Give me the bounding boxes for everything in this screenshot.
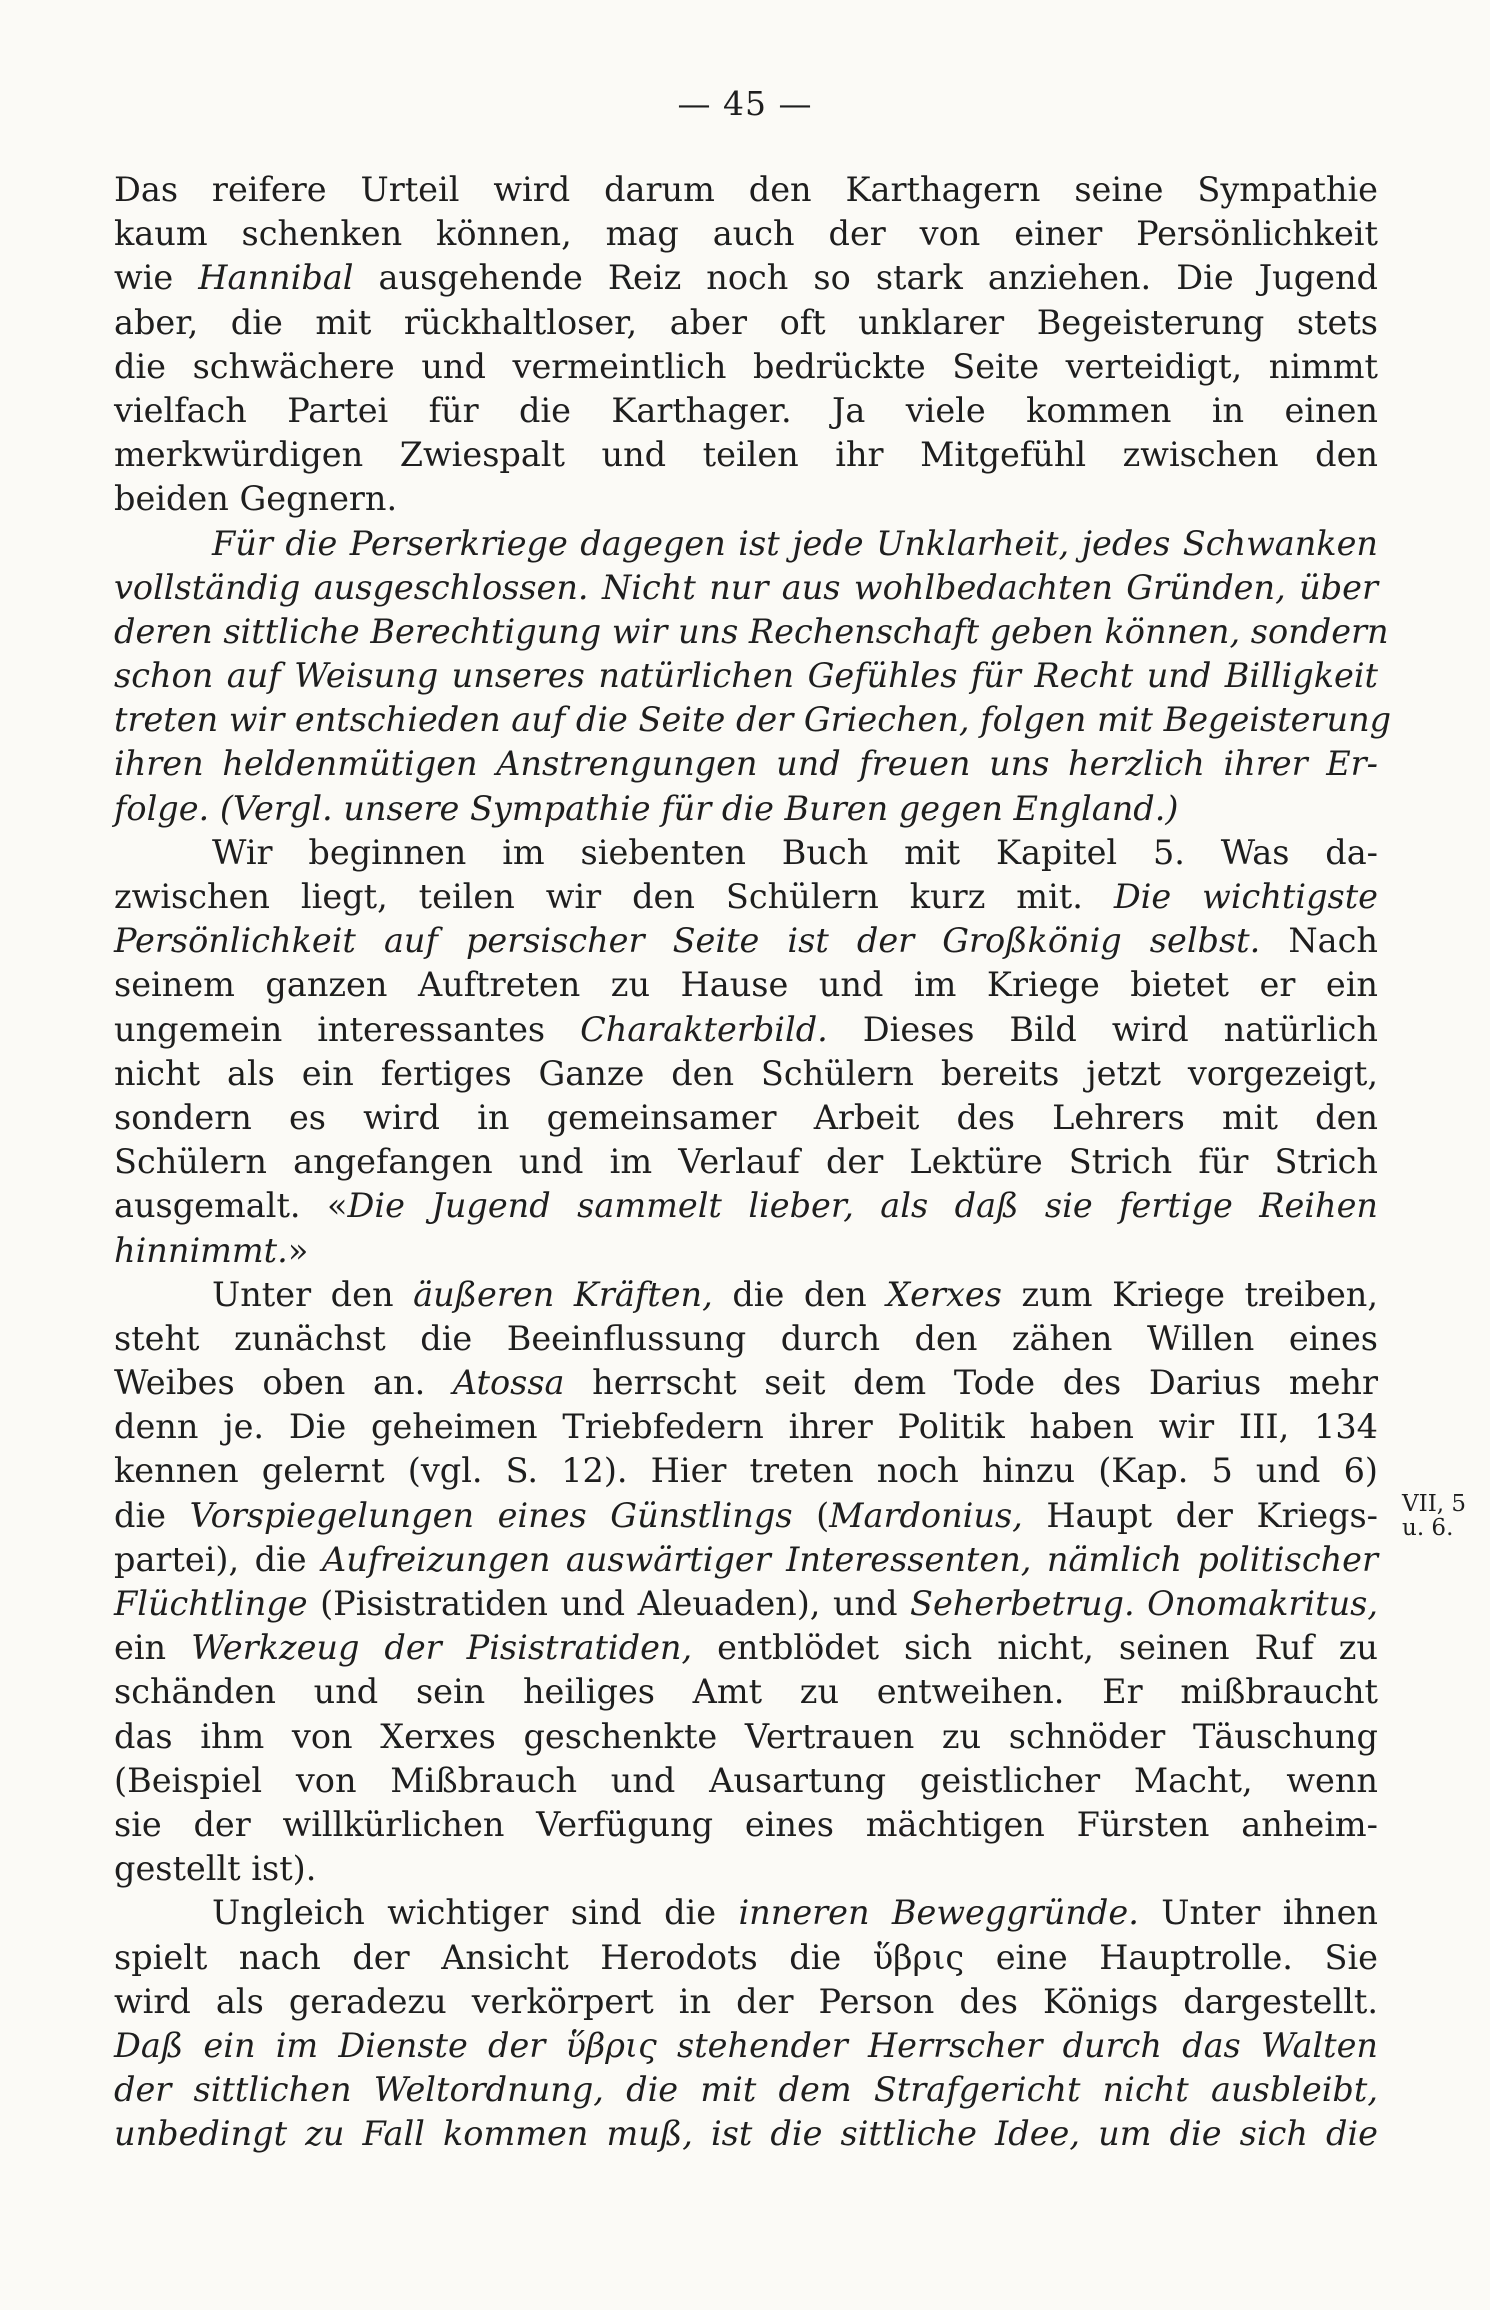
text-segment: schänden und sein heiliges Amt zu entweihen. Er mißbraucht (114, 1672, 1378, 1712)
margin-note-line: VII, 5 (1402, 1491, 1467, 1517)
text-segment: steht zunächst die Beeinflussung durch den zähen Willen eines (114, 1318, 1378, 1358)
italic-text: folge. (Vergl. unsere Sympathie für die Buren gegen England.) (114, 788, 1179, 828)
italic-text: vollständig ausgeschlossen. Nicht nur aus wohlbedachten Gründen, über (114, 567, 1378, 607)
text-line (114, 1980, 1378, 2024)
italic-text: Hannibal (198, 258, 354, 298)
text-line (114, 610, 1389, 654)
italic-text: Für die Perserkriege dagegen ist jede Unklarheit, jedes Schwanken (212, 523, 1378, 563)
text-line (114, 1803, 1378, 1847)
italic-text: hinnimmt. (114, 1230, 288, 1270)
text-line (114, 963, 1378, 1007)
text-line (114, 1670, 1378, 1714)
text-segment: denn je. Die geheimen Triebfedern ihrer Politik haben wir III, 134 (114, 1407, 1378, 1447)
text-segment: merkwürdigen Zwiespalt und teilen ihr Mitgefühl zwischen den (114, 435, 1378, 475)
text-line (114, 168, 1378, 212)
text-segment: Ungleich wichtiger sind die (212, 1893, 739, 1933)
text-line (114, 831, 1378, 875)
text-segment: ausgehende Reiz noch so stark anziehen. Die Jugend (353, 258, 1378, 298)
italic-text: Charakterbild. (580, 1009, 828, 1049)
text-line (114, 1494, 1378, 1538)
text-segment: Unter ihnen (1138, 1893, 1378, 1933)
body-text (114, 168, 1392, 2156)
text-line (114, 875, 1378, 919)
text-line (114, 698, 1392, 742)
text-segment: wird als geradezu verkörpert in der Person des Königs dargestellt. (114, 1981, 1378, 2021)
text-segment: nicht als ein fertiges Ganze den Schülern bereits jetzt vorgezeigt, (114, 1053, 1378, 1093)
text-line (114, 1582, 1378, 1626)
text-segment: spielt nach der Ansicht Herodots die ὕβρις eine Hauptrolle. Sie (114, 1937, 1378, 1977)
text-segment: Weibes oben an. (114, 1363, 453, 1403)
text-line (114, 787, 1378, 831)
text-segment: herrscht seit dem Tode des Darius mehr (564, 1363, 1378, 1403)
text-segment: entblödet sich nicht, seinen Ruf zu (692, 1628, 1379, 1668)
italic-text: Mardonius, (829, 1495, 1023, 1535)
italic-text: äußeren Kräften, (413, 1274, 713, 1314)
text-segment: (Pisistratiden und Aleuaden), und (307, 1584, 911, 1623)
text-line (114, 2068, 1378, 2112)
text-line (114, 566, 1378, 610)
text-segment: Unter den (212, 1274, 414, 1314)
text-segment: Wir beginnen im siebenten Buch mit Kapitel 5. Was da- (212, 832, 1378, 872)
text-segment: wie (114, 258, 199, 298)
italic-text: Persönlichkeit auf persischer Seite ist der Großkönig selbst. (114, 921, 1261, 961)
italic-text: treten wir entschieden auf die Seite der Griechen, folgen mit Begeisterung (114, 700, 1392, 740)
italic-text: inneren Beweggründe. (738, 1893, 1139, 1933)
italic-text: deren sittliche Berechtigung wir uns Rechenschaft geben können, sondern (114, 611, 1389, 651)
text-segment: Haupt der Kriegs- (1022, 1495, 1379, 1535)
text-segment: vielfach Partei für die Karthager. Ja viele kommen in einen (114, 390, 1378, 430)
text-line (114, 1317, 1378, 1361)
text-segment: partei), die (114, 1539, 323, 1579)
text-segment: seinem ganzen Auftreten zu Hause und im Kriege bietet er ein (114, 965, 1378, 1005)
text-line (114, 301, 1378, 345)
text-segment: ein (114, 1628, 192, 1668)
text-line (114, 1008, 1378, 1052)
italic-text: schon auf Weisung unseres natürlichen Gefühles für Recht und Billigkeit (114, 656, 1378, 696)
text-segment: Nach (1260, 921, 1378, 961)
italic-text: Daß ein im Dienste der ὕβρις stehender Herrscher durch das Walten (114, 2025, 1378, 2065)
text-segment: kaum schenken können, mag auch der von einer Persönlichkeit (114, 214, 1378, 254)
text-segment: sie der willkürlichen Verfügung eines mächtigen Fürsten anheim- (114, 1804, 1378, 1844)
margin-note (1402, 1492, 1482, 1540)
italic-text: Die wichtigste (1113, 877, 1378, 916)
text-segment: das ihm von Xerxes geschenkte Vertrauen zu schnöder Täuschung (114, 1716, 1378, 1756)
text-line (114, 433, 1378, 477)
text-segment: » (287, 1230, 309, 1270)
text-segment: ungemein interessantes (114, 1009, 581, 1049)
text-line (114, 1936, 1378, 1980)
italic-text: unbedingt zu Fall kommen muß, ist die sittliche Idee, um die sich die (114, 2114, 1378, 2154)
text-segment: Das reifere Urteil wird darum den Karthagern seine Sympathie (114, 170, 1378, 209)
italic-text: Die Jugend sammelt lieber, als daß sie fertige Reihen (347, 1186, 1378, 1226)
italic-text: Vorspiegelungen eines Günstlings (189, 1495, 793, 1535)
text-segment: Dieses Bild wird natürlich (827, 1009, 1378, 1049)
italic-text: Werkzeug der Pisistratiden, (191, 1628, 693, 1668)
text-segment: kennen gelernt (vgl. S. 12). Hier treten noch hinzu (Kap. 5 und 6) (114, 1451, 1378, 1491)
text-line (114, 256, 1378, 300)
text-line (114, 345, 1378, 389)
text-segment: die schwächere und vermeintlich bedrückte Seite verteidigt, nimmt (114, 346, 1378, 386)
text-line (114, 1405, 1378, 1449)
italic-text: Flüchtlinge (114, 1584, 308, 1623)
text-segment: aber, die mit rückhaltloser, aber oft unklarer Begeisterung stets (114, 302, 1378, 342)
text-segment: (Beispiel von Mißbrauch und Ausartung geistlicher Macht, wenn (114, 1760, 1378, 1800)
text-segment: beiden Gegnern. (114, 479, 398, 519)
italic-text: Atossa (452, 1363, 565, 1403)
text-line (114, 742, 1378, 786)
text-line (114, 1891, 1378, 1935)
text-line (114, 477, 1378, 521)
text-line (114, 654, 1378, 698)
page-number: — 45 — (677, 84, 813, 123)
text-line (114, 2024, 1378, 2068)
text-line (114, 1449, 1378, 1493)
text-line (114, 1847, 1378, 1891)
text-line (114, 212, 1378, 256)
italic-text: der sittlichen Weltordnung, die mit dem Strafgericht nicht ausbleibt, (114, 2070, 1378, 2110)
text-segment: die (114, 1495, 190, 1535)
italic-text: Aufreizungen auswärtiger Interessenten, nämlich politischer (322, 1539, 1378, 1579)
text-segment: Schülern angefangen und im Verlauf der Lektüre Strich für Strich (114, 1142, 1378, 1182)
text-line (114, 1361, 1378, 1405)
text-line (114, 1626, 1378, 1670)
italic-text: ihren heldenmütigen Anstrengungen und freuen uns herzlich ihrer Er- (114, 744, 1378, 784)
text-line (114, 1715, 1378, 1759)
text-line (114, 1538, 1378, 1582)
text-line (114, 1229, 1378, 1273)
text-line (114, 1140, 1378, 1184)
text-line (114, 1096, 1378, 1140)
text-line (114, 389, 1378, 433)
margin-note-line: u. 6. (1402, 1515, 1454, 1541)
text-segment: zum Kriege treiben, (1001, 1274, 1378, 1314)
text-segment: ( (792, 1495, 830, 1535)
italic-text: Seherbetrug. Onomakritus, (910, 1584, 1379, 1623)
text-line (114, 1184, 1378, 1228)
text-segment: die den (712, 1274, 887, 1314)
text-segment: ausgemalt. « (114, 1186, 348, 1226)
text-line (114, 522, 1378, 566)
text-segment: gestellt ist). (114, 1849, 317, 1889)
text-line (114, 919, 1378, 963)
text-line (114, 1759, 1378, 1803)
text-segment: sondern es wird in gemeinsamer Arbeit des Lehrers mit den (114, 1097, 1378, 1137)
text-line (114, 2112, 1378, 2156)
text-segment: zwischen liegt, teilen wir den Schülern kurz mit. (114, 877, 1114, 916)
text-line (114, 1052, 1378, 1096)
text-line (114, 1273, 1378, 1317)
italic-text: Xerxes (886, 1274, 1002, 1314)
